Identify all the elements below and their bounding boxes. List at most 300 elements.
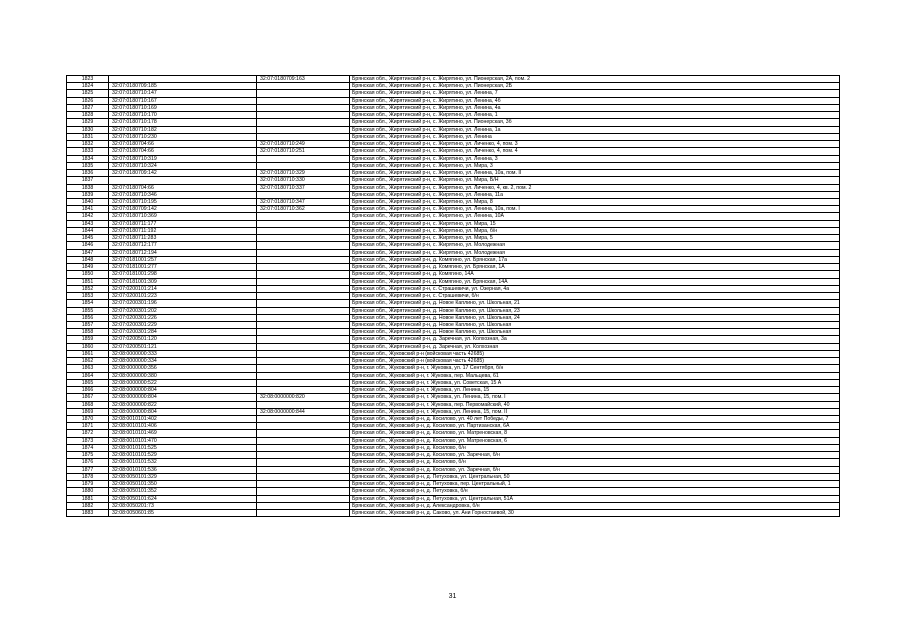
row-number-cell: 1864 — [67, 372, 109, 379]
cadastral-number-cell: 32:07:0180709:142 — [109, 206, 257, 213]
address-cell: Брянская обл., Жуковский р-н, д. Петуховка, ул. Центральная, 51А — [350, 495, 840, 502]
row-number-cell: 1841 — [67, 206, 109, 213]
table-row — [67, 379, 840, 386]
address-cell: Брянская обл., Жирятинский р-н, д. Новое Каплино, ул. Школьная, 21 — [350, 300, 840, 307]
address-cell: Брянская обл., Жуковский р-н, д. Косилово, ул. Заречная, б/н — [350, 466, 840, 473]
row-number-cell: 1826 — [67, 97, 109, 104]
address-cell: Брянская обл., Жуковский р-н, д. Петуховка, пер. Центральный, 1 — [350, 481, 840, 488]
address-cell: Брянская обл., Жирятинский р-н, с. Жирятино, ул. Личенко, 4, пом. 3 — [350, 141, 840, 148]
table-row — [67, 430, 840, 437]
related-cadastral-cell — [257, 510, 350, 517]
related-cadastral-cell — [257, 401, 350, 408]
cadastral-number-cell: 32:08:0050101:352 — [109, 488, 257, 495]
cadastral-number-cell: 32:08:0010101:470 — [109, 437, 257, 444]
registry-table-body — [67, 76, 840, 517]
address-cell: Брянская обл., Жирятинский р-н, д. Комягино, ул. Брянская, 1А — [350, 264, 840, 271]
table-row — [67, 300, 840, 307]
related-cadastral-cell — [257, 329, 350, 336]
cadastral-number-cell: 32:07:0180711:283 — [109, 235, 257, 242]
address-cell: Брянская обл., Жирятинский р-н, с. Жирятино, ул. Личенко, 4, пом. 4 — [350, 148, 840, 155]
cadastral-number-cell: 32:07:0180711:177 — [109, 220, 257, 227]
related-cadastral-cell — [257, 220, 350, 227]
row-number-cell: 1868 — [67, 401, 109, 408]
row-number-cell: 1879 — [67, 481, 109, 488]
table-row — [67, 423, 840, 430]
row-number-cell: 1836 — [67, 170, 109, 177]
address-cell: Брянская обл., Жуковский р-н, д. Косилово, ул. 40 лет Победы, 7 — [350, 416, 840, 423]
related-cadastral-cell — [257, 90, 350, 97]
address-cell: Брянская обл., Жирятинский р-н, с. Жирятино, ул. Ленина, 10а, пом. I — [350, 206, 840, 213]
related-cadastral-cell — [257, 379, 350, 386]
table-row — [67, 408, 840, 415]
cadastral-number-cell: 32:08:0010101:532 — [109, 459, 257, 466]
cadastral-number-cell: 32:07:0200301:202 — [109, 307, 257, 314]
row-number-cell: 1861 — [67, 350, 109, 357]
table-row — [67, 358, 840, 365]
table-row — [67, 141, 840, 148]
address-cell: Брянская обл., Жирятинский р-н, д. Новое Каплино, ул. Школьная, 24 — [350, 314, 840, 321]
related-cadastral-cell — [257, 97, 350, 104]
address-cell: Брянская обл., Жирятинский р-н, с. Жирятино, ул. Молодежная — [350, 242, 840, 249]
address-cell: Брянская обл., Жирятинский р-н, с. Жирятино, ул. Ленина, 1а — [350, 126, 840, 133]
address-cell: Брянская обл., Жирятинский р-н, с. Жирятино, ул. Мира, 15 — [350, 220, 840, 227]
address-cell: Брянская обл., Жирятинский р-н, с. Жирятино, ул. Ленина, 4б — [350, 97, 840, 104]
row-number-cell: 1824 — [67, 83, 109, 90]
row-number-cell: 1877 — [67, 466, 109, 473]
address-cell: Брянская обл., Жуковский р-н, г. Жуковка, ул. 17 Сентября, б/н — [350, 365, 840, 372]
row-number-cell: 1849 — [67, 264, 109, 271]
address-cell: Брянская обл., Жуковский р-н, г. Жуковка, ул. Ленина, 15 — [350, 387, 840, 394]
row-number-cell: 1844 — [67, 227, 109, 234]
address-cell: Брянская обл., Жирятинский р-н, с. Жирятино, ул. Пионерская, 2А, пом. 2 — [350, 76, 840, 83]
cadastral-number-cell: 32:07:0180712:194 — [109, 249, 257, 256]
related-cadastral-cell — [257, 119, 350, 126]
address-cell: Брянская обл., Жирятинский р-н, с. Жирятино, ул. Пионерская, 3б — [350, 119, 840, 126]
row-number-cell: 1833 — [67, 148, 109, 155]
cadastral-number-cell: 32:07:0180710:346 — [109, 191, 257, 198]
cadastral-number-cell: 32:07:0180710:369 — [109, 213, 257, 220]
related-cadastral-cell — [257, 350, 350, 357]
address-cell: Брянская обл., Жирятинский р-н, д. Заречная, ул. Колхозная — [350, 343, 840, 350]
cadastral-number-cell: 32:08:0050101:624 — [109, 495, 257, 502]
table-row — [67, 213, 840, 220]
address-cell: Брянская обл., Жуковский р-н, г. Жуковка, пер. Первомайский, 40 — [350, 401, 840, 408]
related-cadastral-cell — [257, 437, 350, 444]
cadastral-number-cell: 32:08:0010101:536 — [109, 466, 257, 473]
related-cadastral-cell — [257, 459, 350, 466]
address-cell: Брянская обл., Жирятинский р-н, с. Жирятино, ул. Мира, 8 — [350, 198, 840, 205]
address-cell: Брянская обл., Жуковский р-н, д. Косилово, ул. Партизанская, 6А — [350, 423, 840, 430]
related-cadastral-cell — [257, 112, 350, 119]
row-number-cell: 1871 — [67, 423, 109, 430]
cadastral-number-cell: 32:07:0180710:324 — [109, 162, 257, 169]
row-number-cell: 1876 — [67, 459, 109, 466]
table-row — [67, 473, 840, 480]
table-row — [67, 198, 840, 205]
table-row — [67, 126, 840, 133]
cadastral-number-cell: 32:08:0000000:804 — [109, 387, 257, 394]
row-number-cell: 1863 — [67, 365, 109, 372]
cadastral-number-cell: 32:07:0180712:177 — [109, 242, 257, 249]
table-row — [67, 321, 840, 328]
address-cell: Брянская обл., Жуковский р-н, д. Косилово, ул. Матреновская, 8 — [350, 430, 840, 437]
table-row — [67, 148, 840, 155]
related-cadastral-cell — [257, 133, 350, 140]
table-row — [67, 155, 840, 162]
related-cadastral-cell — [257, 444, 350, 451]
cadastral-number-cell: 32:07:0180710:319 — [109, 155, 257, 162]
cadastral-number-cell: 32:08:0000000:522 — [109, 379, 257, 386]
table-row — [67, 206, 840, 213]
address-cell: Брянская обл., Жирятинский р-н, с. Жирятино, ул. Ленина, 10А — [350, 213, 840, 220]
row-number-cell: 1881 — [67, 495, 109, 502]
related-cadastral-cell — [257, 473, 350, 480]
address-cell: Брянская обл., Жуковский р-н, д. Петуховка, ул. Центральная, 50 — [350, 473, 840, 480]
table-row — [67, 162, 840, 169]
related-cadastral-cell — [257, 423, 350, 430]
cadastral-number-cell: 32:08:0050101:350 — [109, 481, 257, 488]
address-cell: Брянская обл., Жирятинский р-н, с. Жирятино, ул. Молодежная — [350, 249, 840, 256]
row-number-cell: 1880 — [67, 488, 109, 495]
related-cadastral-cell — [257, 213, 350, 220]
registry-table — [66, 75, 840, 517]
cadastral-number-cell: 32:07:0181001:277 — [109, 264, 257, 271]
row-number-cell: 1838 — [67, 184, 109, 191]
address-cell: Брянская обл., Жирятинский р-н, с. Страшевичи, б/н — [350, 293, 840, 300]
table-row — [67, 466, 840, 473]
row-number-cell: 1874 — [67, 444, 109, 451]
related-cadastral-cell: 32:08:0000000:820 — [257, 394, 350, 401]
cadastral-number-cell: 32:07:0200101:223 — [109, 293, 257, 300]
row-number-cell: 1828 — [67, 112, 109, 119]
table-row — [67, 365, 840, 372]
table-row — [67, 437, 840, 444]
row-number-cell: 1873 — [67, 437, 109, 444]
cadastral-number-cell: 32:08:0010101:525 — [109, 444, 257, 451]
address-cell: Брянская обл., Жирятинский р-н, с. Жирятино, ул. Ленина, 11а — [350, 191, 840, 198]
row-number-cell: 1850 — [67, 271, 109, 278]
cadastral-number-cell: 32:08:0000000:333 — [109, 350, 257, 357]
row-number-cell: 1832 — [67, 141, 109, 148]
row-number-cell: 1835 — [67, 162, 109, 169]
related-cadastral-cell: 32:07:0180710:362 — [257, 206, 350, 213]
table-row — [67, 394, 840, 401]
related-cadastral-cell — [257, 452, 350, 459]
related-cadastral-cell — [257, 278, 350, 285]
address-cell: Брянская обл., Жирятинский р-н, д. Комягино, 14А — [350, 271, 840, 278]
table-row — [67, 416, 840, 423]
address-cell: Брянская обл., Жирятинский р-н, д. Заречная, ул. Колхозная, 3а — [350, 336, 840, 343]
row-number-cell: 1857 — [67, 321, 109, 328]
cadastral-number-cell: 32:08:0010101:529 — [109, 452, 257, 459]
address-cell: Брянская обл., Жирятинский р-н, с. Жирятино, ул. Мира, 3 — [350, 162, 840, 169]
table-row — [67, 285, 840, 292]
row-number-cell: 1837 — [67, 177, 109, 184]
cadastral-number-cell: 32:07:0180704:66 — [109, 141, 257, 148]
table-row — [67, 97, 840, 104]
table-row — [67, 90, 840, 97]
address-cell: Брянская обл., Жирятинский р-н, с. Жирятино, ул. Ленина — [350, 133, 840, 140]
cadastral-number-cell: 32:08:0000000:334 — [109, 358, 257, 365]
address-cell: Брянская обл., Жирятинский р-н, с. Жирятино, ул. Мира, Б/Н — [350, 177, 840, 184]
table-row — [67, 343, 840, 350]
address-cell: Брянская обл., Жуковский р-н, г. Жуковка, ул. Ленина, 15, пом. I — [350, 394, 840, 401]
address-cell: Брянская обл., Жуковский р-н, г. Жуковка, ул. Советская, 15 А — [350, 379, 840, 386]
table-row — [67, 256, 840, 263]
related-cadastral-cell: 32:07:0180710:330 — [257, 177, 350, 184]
cadastral-number-cell: 32:07:0181001:309 — [109, 278, 257, 285]
address-cell: Брянская обл., Жуковский р-н, д. Косилово, б/н — [350, 444, 840, 451]
cadastral-number-cell: 32:07:0180710:167 — [109, 97, 257, 104]
cadastral-number-cell: 32:08:0010101:469 — [109, 430, 257, 437]
row-number-cell: 1867 — [67, 394, 109, 401]
row-number-cell: 1839 — [67, 191, 109, 198]
related-cadastral-cell — [257, 300, 350, 307]
table-row — [67, 76, 840, 83]
related-cadastral-cell — [257, 430, 350, 437]
table-row — [67, 459, 840, 466]
cadastral-number-cell: 32:07:0180704:66 — [109, 148, 257, 155]
cadastral-number-cell: 32:07:0180710:147 — [109, 90, 257, 97]
cadastral-number-cell: 32:07:0180710:169 — [109, 104, 257, 111]
related-cadastral-cell — [257, 502, 350, 509]
table-row — [67, 329, 840, 336]
table-row — [67, 177, 840, 184]
table-row — [67, 293, 840, 300]
table-row — [67, 336, 840, 343]
row-number-cell: 1870 — [67, 416, 109, 423]
address-cell: Брянская обл., Жирятинский р-н, с. Жирятино, ул. Ленина, 4а — [350, 104, 840, 111]
address-cell: Брянская обл., Жирятинский р-н, с. Страшевичи, ул. Озерная, 4а — [350, 285, 840, 292]
cadastral-number-cell: 32:08:0010101:406 — [109, 423, 257, 430]
table-row — [67, 401, 840, 408]
cadastral-number-cell: 32:07:0180710:230 — [109, 133, 257, 140]
related-cadastral-cell — [257, 256, 350, 263]
related-cadastral-cell — [257, 104, 350, 111]
row-number-cell: 1829 — [67, 119, 109, 126]
row-number-cell: 1846 — [67, 242, 109, 249]
related-cadastral-cell — [257, 271, 350, 278]
address-cell: Брянская обл., Жирятинский р-н, с. Жирятино, ул. Ленина, 7 — [350, 90, 840, 97]
related-cadastral-cell — [257, 191, 350, 198]
row-number-cell: 1825 — [67, 90, 109, 97]
related-cadastral-cell — [257, 358, 350, 365]
table-row — [67, 133, 840, 140]
address-cell: Брянская обл., Жирятинский р-н, д. Новое Каплино, ул. Школьная — [350, 329, 840, 336]
address-cell: Брянская обл., Жирятинский р-н, д. Комягино, ул. Брянская, 17а — [350, 256, 840, 263]
row-number-cell: 1882 — [67, 502, 109, 509]
cadastral-number-cell: 32:07:0180709:142 — [109, 170, 257, 177]
cadastral-number-cell: 32:07:0200301:226 — [109, 314, 257, 321]
table-row — [67, 264, 840, 271]
row-number-cell: 1853 — [67, 293, 109, 300]
cadastral-number-cell: 32:08:0010101:402 — [109, 416, 257, 423]
row-number-cell: 1869 — [67, 408, 109, 415]
address-cell: Брянская обл., Жуковский р-н, д. Косилово, б/н — [350, 459, 840, 466]
row-number-cell: 1842 — [67, 213, 109, 220]
cadastral-number-cell: 32:08:0050201:73 — [109, 502, 257, 509]
row-number-cell: 1859 — [67, 336, 109, 343]
cadastral-number-cell: 32:07:0180710:182 — [109, 126, 257, 133]
related-cadastral-cell — [257, 372, 350, 379]
address-cell: Брянская обл., Жирятинский р-н, д. Новое Каплино, ул. Школьная, 23 — [350, 307, 840, 314]
row-number-cell: 1866 — [67, 387, 109, 394]
table-row — [67, 104, 840, 111]
row-number-cell: 1827 — [67, 104, 109, 111]
table-row — [67, 278, 840, 285]
related-cadastral-cell — [257, 242, 350, 249]
cadastral-number-cell: 32:07:0200301:229 — [109, 321, 257, 328]
related-cadastral-cell — [257, 466, 350, 473]
row-number-cell: 1878 — [67, 473, 109, 480]
cadastral-number-cell: 32:08:0050601:85 — [109, 510, 257, 517]
address-cell: Брянская обл., Жуковский р-н, д. Саково, ул. Ани Горностаевой, 30 — [350, 510, 840, 517]
related-cadastral-cell: 32:07:0180709:163 — [257, 76, 350, 83]
related-cadastral-cell: 32:07:0180710:329 — [257, 170, 350, 177]
related-cadastral-cell — [257, 227, 350, 234]
related-cadastral-cell — [257, 285, 350, 292]
page-number: 31 — [448, 593, 457, 600]
related-cadastral-cell — [257, 155, 350, 162]
table-row — [67, 307, 840, 314]
table-row — [67, 452, 840, 459]
related-cadastral-cell: 32:07:0180710:249 — [257, 141, 350, 148]
related-cadastral-cell — [257, 235, 350, 242]
row-number-cell: 1865 — [67, 379, 109, 386]
table-row — [67, 502, 840, 509]
related-cadastral-cell — [257, 307, 350, 314]
row-number-cell: 1834 — [67, 155, 109, 162]
related-cadastral-cell: 32:07:0180710:347 — [257, 198, 350, 205]
cadastral-number-cell: 32:07:0180710:195 — [109, 198, 257, 205]
related-cadastral-cell — [257, 387, 350, 394]
address-cell: Брянская обл., Жирятинский р-н, с. Жирятино, ул. Личенко, 4, кв. 2, пом. 2 — [350, 184, 840, 191]
cadastral-number-cell: 32:07:0180710:178 — [109, 119, 257, 126]
related-cadastral-cell — [257, 495, 350, 502]
related-cadastral-cell — [257, 264, 350, 271]
related-cadastral-cell — [257, 162, 350, 169]
address-cell: Брянская обл., Жуковский р-н, г. Жуковка, пер. Мальцева, 61 — [350, 372, 840, 379]
cadastral-number-cell: 32:08:0000000:804 — [109, 394, 257, 401]
related-cadastral-cell — [257, 249, 350, 256]
address-cell: Брянская обл., Жуковский р-н, д. Косилово, ул. Заречная, б/н — [350, 452, 840, 459]
cadastral-number-cell: 32:08:0000000:380 — [109, 372, 257, 379]
table-row — [67, 220, 840, 227]
cadastral-number-cell: 32:07:0181001:257 — [109, 256, 257, 263]
cadastral-number-cell: 32:07:0180704:66 — [109, 184, 257, 191]
related-cadastral-cell — [257, 365, 350, 372]
address-cell: Брянская обл., Жуковский р-н, г. Жуковка, ул. Ленина, 15, пом. II — [350, 408, 840, 415]
row-number-cell: 1840 — [67, 198, 109, 205]
cadastral-number-cell: 32:08:0000000:356 — [109, 365, 257, 372]
row-number-cell: 1848 — [67, 256, 109, 263]
related-cadastral-cell: 32:07:0180710:251 — [257, 148, 350, 155]
table-row — [67, 191, 840, 198]
row-number-cell: 1847 — [67, 249, 109, 256]
table-row — [67, 227, 840, 234]
row-number-cell: 1830 — [67, 126, 109, 133]
table-row — [67, 387, 840, 394]
related-cadastral-cell — [257, 321, 350, 328]
row-number-cell: 1823 — [67, 76, 109, 83]
row-number-cell: 1854 — [67, 300, 109, 307]
cadastral-number-cell: 32:07:0180710:170 — [109, 112, 257, 119]
related-cadastral-cell — [257, 416, 350, 423]
table-row — [67, 119, 840, 126]
related-cadastral-cell — [257, 314, 350, 321]
cadastral-number-cell: 32:07:0200501:120 — [109, 336, 257, 343]
address-cell: Брянская обл., Жирятинский р-н, с. Жирятино, ул. Ленина, 3 — [350, 155, 840, 162]
table-row — [67, 112, 840, 119]
row-number-cell: 1862 — [67, 358, 109, 365]
table-row — [67, 170, 840, 177]
table-row — [67, 235, 840, 242]
table-row — [67, 488, 840, 495]
row-number-cell: 1851 — [67, 278, 109, 285]
cadastral-number-cell: 32:08:0000000:822 — [109, 401, 257, 408]
address-cell: Брянская обл., Жирятинский р-н, д. Комягино, ул. Брянская, 14А — [350, 278, 840, 285]
related-cadastral-cell — [257, 293, 350, 300]
cadastral-number-cell: 32:07:0180711:192 — [109, 227, 257, 234]
row-number-cell: 1831 — [67, 133, 109, 140]
cadastral-number-cell: 32:07:0200501:121 — [109, 343, 257, 350]
address-cell: Брянская обл., Жирятинский р-н, с. Жирятино, ул. Ленина, 10а, пом. II — [350, 170, 840, 177]
related-cadastral-cell — [257, 481, 350, 488]
related-cadastral-cell — [257, 126, 350, 133]
table-row — [67, 314, 840, 321]
row-number-cell: 1875 — [67, 452, 109, 459]
table-row — [67, 510, 840, 517]
cadastral-number-cell — [109, 76, 257, 83]
address-cell: Брянская обл., Жуковский р-н, д. Петуховка, б/н — [350, 488, 840, 495]
table-row — [67, 350, 840, 357]
address-cell: Брянская обл., Жуковский р-н (войсковая часть 42685) — [350, 350, 840, 357]
address-cell: Брянская обл., Жуковский р-н, д. Александровка, б/н — [350, 502, 840, 509]
table-row — [67, 372, 840, 379]
address-cell: Брянская обл., Жуковский р-н (войсковая часть 42685) — [350, 358, 840, 365]
row-number-cell: 1852 — [67, 285, 109, 292]
row-number-cell: 1845 — [67, 235, 109, 242]
cadastral-number-cell: 32:08:0000000:804 — [109, 408, 257, 415]
table-row — [67, 495, 840, 502]
table-row — [67, 83, 840, 90]
cadastral-number-cell: 32:08:0050101:329 — [109, 473, 257, 480]
related-cadastral-cell — [257, 336, 350, 343]
row-number-cell: 1856 — [67, 314, 109, 321]
table-row — [67, 481, 840, 488]
address-cell: Брянская обл., Жирятинский р-н, д. Новое Каплино, ул. Школьная — [350, 321, 840, 328]
cadastral-number-cell: 32:07:0200301:284 — [109, 329, 257, 336]
table-row — [67, 242, 840, 249]
address-cell: Брянская обл., Жуковский р-н, д. Косилово, ул. Матреновская, 6 — [350, 437, 840, 444]
cadastral-number-cell: 32:07:0181001:298 — [109, 271, 257, 278]
cadastral-number-cell — [109, 177, 257, 184]
table-row — [67, 271, 840, 278]
address-cell: Брянская обл., Жирятинский р-н, с. Жирятино, ул. Мира, 5 — [350, 235, 840, 242]
address-cell: Брянская обл., Жирятинский р-н, с. Жирятино, ул. Ленина, 1 — [350, 112, 840, 119]
row-number-cell: 1872 — [67, 430, 109, 437]
row-number-cell: 1883 — [67, 510, 109, 517]
row-number-cell: 1855 — [67, 307, 109, 314]
cadastral-number-cell: 32:07:0200101:214 — [109, 285, 257, 292]
related-cadastral-cell: 32:07:0180710:337 — [257, 184, 350, 191]
row-number-cell: 1843 — [67, 220, 109, 227]
table-row — [67, 184, 840, 191]
related-cadastral-cell: 32:08:0000000:844 — [257, 408, 350, 415]
related-cadastral-cell — [257, 343, 350, 350]
related-cadastral-cell — [257, 83, 350, 90]
cadastral-number-cell: 32:07:0180709:185 — [109, 83, 257, 90]
